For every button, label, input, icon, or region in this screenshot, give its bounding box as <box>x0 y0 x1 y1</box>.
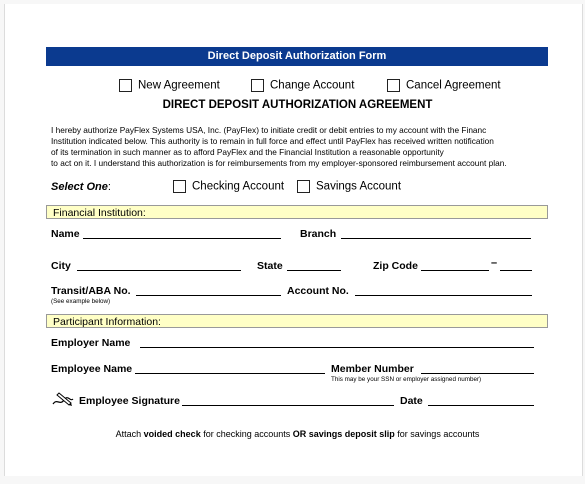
transit-note: (See example below) <box>51 298 111 305</box>
state-field[interactable] <box>287 270 341 271</box>
footer-text-mid: for checking accounts <box>200 429 293 439</box>
employee-signature-field[interactable] <box>182 405 394 406</box>
member-number-field[interactable] <box>421 373 534 374</box>
member-number-note: This may be your SSN or employer assigned number) <box>331 376 482 383</box>
footer-deposit-slip: OR savings deposit slip <box>292 429 395 439</box>
select-one-text: Select One <box>51 181 108 193</box>
employer-name-label: Employer Name <box>51 337 131 349</box>
checking-account-label: Checking Account <box>192 180 285 193</box>
cancel-agreement-label: Cancel Agreement <box>406 79 501 92</box>
paragraph-line: I hereby authorize PayFlex Systems USA, Inc. (PayFlex) to initiate credit or debit entries to my account with the Financ <box>51 125 487 135</box>
employer-name-field[interactable] <box>140 347 534 348</box>
employee-name-label: Employee Name <box>51 363 133 375</box>
branch-label: Branch <box>300 228 337 240</box>
checking-account-checkbox[interactable] <box>173 180 186 193</box>
branch-field[interactable] <box>341 238 531 239</box>
paragraph-line: to act on it. I understand this authorization is for reimbursements from my employer-sponsored reimbursement account plan. <box>51 158 507 168</box>
footer-text-pre: Attach <box>115 429 144 439</box>
zip-extension-field[interactable] <box>500 270 532 271</box>
city-label: City <box>51 260 71 272</box>
employee-signature-label: Employee Signature <box>79 395 180 407</box>
authorization-paragraph <box>51 125 551 169</box>
pen-signature-icon <box>51 390 77 413</box>
option-change-account[interactable] <box>251 79 354 92</box>
participant-information-section: Participant Information: <box>46 314 548 328</box>
transit-aba-field[interactable] <box>136 295 281 296</box>
attachment-instructions <box>5 429 585 439</box>
agreement-title: DIRECT DEPOSIT AUTHORIZATION AGREEMENT <box>162 99 433 111</box>
footer-voided-check: voided check <box>143 429 201 439</box>
transit-aba-label: Transit/ABA No. <box>51 285 131 297</box>
date-field[interactable] <box>428 405 534 406</box>
savings-account-checkbox[interactable] <box>297 180 310 193</box>
change-account-checkbox[interactable] <box>251 79 264 92</box>
form-header: Direct Deposit Authorization Form <box>46 47 548 66</box>
select-one-colon: : <box>107 181 111 193</box>
account-number-label: Account No. <box>287 285 349 297</box>
state-label: State <box>257 260 283 272</box>
name-label: Name <box>51 228 80 240</box>
paragraph-line: of its termination in such manner as to afford PayFlex and the Financial Institution a reasonable opportunity <box>51 147 444 157</box>
date-label: Date <box>400 395 423 407</box>
option-cancel-agreement[interactable] <box>387 79 501 92</box>
zip-code-field[interactable] <box>421 270 489 271</box>
zip-dash: – <box>491 257 498 269</box>
change-account-label: Change Account <box>270 79 355 92</box>
form-page <box>4 4 583 476</box>
select-one-label <box>51 181 111 193</box>
financial-institution-section: Financial Institution: <box>46 205 548 219</box>
member-number-label: Member Number <box>331 363 414 375</box>
new-agreement-checkbox[interactable] <box>119 79 132 92</box>
city-field[interactable] <box>77 270 241 271</box>
name-field[interactable] <box>83 238 281 239</box>
footer-text-post: for savings accounts <box>394 429 480 439</box>
new-agreement-label: New Agreement <box>138 79 220 92</box>
option-new-agreement[interactable] <box>119 79 220 92</box>
account-number-field[interactable] <box>355 295 532 296</box>
option-checking-account[interactable] <box>173 180 284 193</box>
cancel-agreement-checkbox[interactable] <box>387 79 400 92</box>
employee-name-field[interactable] <box>135 373 325 374</box>
option-savings-account[interactable] <box>297 180 401 193</box>
savings-account-label: Savings Account <box>316 180 402 193</box>
zip-code-label: Zip Code <box>373 260 418 272</box>
paragraph-line: Institution indicated below. This authority is to remain in full force and effect until PayFlex has received written notification <box>51 136 494 146</box>
